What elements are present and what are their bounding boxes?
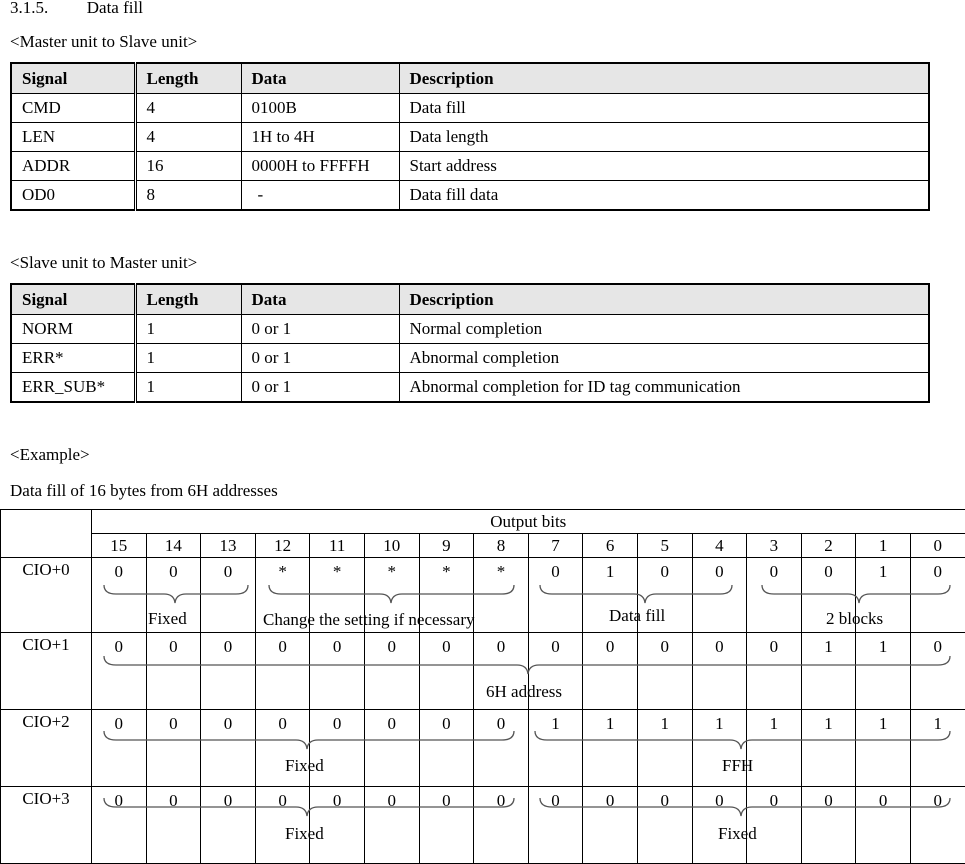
bit-number-cell: 1 <box>856 534 911 558</box>
col-data: Data <box>241 284 399 315</box>
bit-value-cell: 1 <box>910 710 965 787</box>
bit-value-cell: 1 <box>801 633 856 710</box>
grid-row <box>1 710 965 787</box>
bit-value-cell: 0 <box>856 787 911 864</box>
bit-number-cell: 4 <box>692 534 747 558</box>
bit-value-cell: 1 <box>528 710 583 787</box>
bit-value-cell: 0 <box>364 633 419 710</box>
bit-number-cell: 0 <box>910 534 965 558</box>
col-description: Description <box>399 63 929 94</box>
slave-table <box>10 283 930 403</box>
bit-value-cell: 0 <box>692 633 747 710</box>
cell-data: 0 or 1 <box>241 373 399 403</box>
cell-length: 1 <box>135 344 241 373</box>
bit-value-cell: 0 <box>146 633 201 710</box>
cell-length: 1 <box>135 373 241 403</box>
grid-row <box>1 787 965 864</box>
table-row <box>11 94 929 123</box>
caption-6h-address: 6H address <box>486 682 562 702</box>
bit-value-cell: * <box>310 558 365 633</box>
bit-value-cell: 0 <box>692 787 747 864</box>
bit-number-row <box>1 534 965 558</box>
table-row <box>11 344 929 373</box>
col-length: Length <box>135 284 241 315</box>
cell-length: 8 <box>135 181 241 211</box>
bit-number-cell: 5 <box>637 534 692 558</box>
slave-heading: <Slave unit to Master unit> <box>10 253 197 273</box>
bit-value-cell: 0 <box>146 558 201 633</box>
grid-row <box>1 633 965 710</box>
bit-value-cell: 0 <box>92 633 147 710</box>
bit-number-cell: 3 <box>747 534 802 558</box>
caption-ffh: FFH <box>722 756 753 776</box>
row-label: CIO+3 <box>1 787 92 864</box>
bit-number-cell: 7 <box>528 534 583 558</box>
bit-value-cell: 0 <box>583 633 638 710</box>
bit-value-cell: 0 <box>146 787 201 864</box>
bit-value-cell: 0 <box>747 558 802 633</box>
bit-value-cell: 0 <box>528 633 583 710</box>
bit-value-cell: * <box>419 558 474 633</box>
cell-length: 16 <box>135 152 241 181</box>
grid-row <box>1 558 965 633</box>
bit-value-cell: 0 <box>637 558 692 633</box>
bit-value-cell: 1 <box>856 558 911 633</box>
table-header-row <box>11 63 929 94</box>
bit-value-cell: 0 <box>910 787 965 864</box>
bit-value-cell: 1 <box>801 710 856 787</box>
bit-number-cell: 6 <box>583 534 638 558</box>
cell-description: Data fill <box>399 94 929 123</box>
bit-value-cell: * <box>255 558 310 633</box>
cell-length: 4 <box>135 123 241 152</box>
output-bits-header: Output bits <box>92 510 965 534</box>
bit-number-cell: 12 <box>255 534 310 558</box>
cell-data: 0100B <box>241 94 399 123</box>
table-row <box>11 181 929 211</box>
bit-value-cell: 0 <box>419 787 474 864</box>
cell-description: Abnormal completion for ID tag communication <box>399 373 929 403</box>
bit-value-cell: 0 <box>419 633 474 710</box>
table-header-row <box>11 284 929 315</box>
bit-value-cell: 1 <box>583 558 638 633</box>
bit-value-cell: 0 <box>747 787 802 864</box>
master-heading: <Master unit to Slave unit> <box>10 32 197 52</box>
bit-value-cell: 0 <box>92 710 147 787</box>
bit-value-cell: 1 <box>692 710 747 787</box>
cell-signal: LEN <box>11 123 135 152</box>
bit-value-cell: 0 <box>419 710 474 787</box>
bit-value-cell: 0 <box>528 558 583 633</box>
bit-value-cell: 0 <box>201 710 256 787</box>
cell-description: Normal completion <box>399 315 929 344</box>
cell-description: Start address <box>399 152 929 181</box>
bit-value-cell: 0 <box>637 787 692 864</box>
caption-change-setting: Change the setting if necessary <box>263 610 475 630</box>
table-row <box>11 373 929 403</box>
bit-value-cell: 0 <box>146 710 201 787</box>
bit-value-cell: 0 <box>310 787 365 864</box>
table-row <box>11 315 929 344</box>
row-label: CIO+0 <box>1 558 92 633</box>
bit-value-cell: * <box>364 558 419 633</box>
bit-value-cell: 0 <box>255 710 310 787</box>
bit-value-cell: 0 <box>910 633 965 710</box>
output-bits-grid <box>0 509 965 864</box>
col-signal: Signal <box>11 284 135 315</box>
bit-value-cell: 0 <box>364 787 419 864</box>
caption-data-fill: Data fill <box>609 606 665 626</box>
bit-number-cell: 13 <box>201 534 256 558</box>
col-description: Description <box>399 284 929 315</box>
table-row <box>11 152 929 181</box>
bit-value-cell: 0 <box>747 633 802 710</box>
bit-value-cell: 0 <box>528 787 583 864</box>
cell-data: - <box>241 181 399 211</box>
bit-value-cell: 1 <box>583 710 638 787</box>
caption-fixed: Fixed <box>148 609 187 629</box>
cell-signal: ERR_SUB* <box>11 373 135 403</box>
bit-number-cell: 15 <box>92 534 147 558</box>
caption-2-blocks: 2 blocks <box>826 609 883 629</box>
cell-signal: OD0 <box>11 181 135 211</box>
bit-number-cell: 8 <box>474 534 529 558</box>
bit-value-cell: 0 <box>364 710 419 787</box>
bit-value-cell: 1 <box>856 633 911 710</box>
col-data: Data <box>241 63 399 94</box>
bit-value-cell: 0 <box>801 558 856 633</box>
section-number: 3.1.5. <box>10 0 48 17</box>
grid-corner <box>1 510 92 558</box>
bit-number-cell: 10 <box>364 534 419 558</box>
example-caption: Data fill of 16 bytes from 6H addresses <box>10 481 278 501</box>
cell-description: Abnormal completion <box>399 344 929 373</box>
bit-value-cell: 0 <box>255 787 310 864</box>
section-title: Data fill <box>87 0 143 17</box>
bit-number-cell: 9 <box>419 534 474 558</box>
row-label: CIO+1 <box>1 633 92 710</box>
bit-value-cell: 1 <box>747 710 802 787</box>
bit-value-cell: 0 <box>637 633 692 710</box>
bit-value-cell: 1 <box>856 710 911 787</box>
bit-value-cell: 0 <box>474 633 529 710</box>
row-label: CIO+2 <box>1 710 92 787</box>
bit-value-cell: 0 <box>474 710 529 787</box>
cell-description: Data length <box>399 123 929 152</box>
master-table <box>10 62 930 211</box>
bit-value-cell: 0 <box>201 787 256 864</box>
cell-description: Data fill data <box>399 181 929 211</box>
section-heading <box>10 0 143 18</box>
table-row <box>11 123 929 152</box>
bit-value-cell: 0 <box>801 787 856 864</box>
cell-data: 0 or 1 <box>241 344 399 373</box>
caption-fixed-row3-right: Fixed <box>718 824 757 844</box>
bit-value-cell: 0 <box>910 558 965 633</box>
cell-length: 1 <box>135 315 241 344</box>
cell-length: 4 <box>135 94 241 123</box>
grid-header-row <box>1 510 965 534</box>
cell-signal: ADDR <box>11 152 135 181</box>
col-signal: Signal <box>11 63 135 94</box>
bit-value-cell: 0 <box>692 558 747 633</box>
bit-value-cell: 0 <box>92 558 147 633</box>
bit-value-cell: 0 <box>474 787 529 864</box>
bit-number-cell: 14 <box>146 534 201 558</box>
bit-value-cell: 0 <box>255 633 310 710</box>
col-length: Length <box>135 63 241 94</box>
bit-value-cell: 0 <box>310 633 365 710</box>
caption-fixed-row3-left: Fixed <box>285 824 324 844</box>
bit-number-cell: 11 <box>310 534 365 558</box>
bit-value-cell: 0 <box>310 710 365 787</box>
example-heading: <Example> <box>10 445 90 465</box>
caption-fixed-row2: Fixed <box>285 756 324 776</box>
cell-data: 0 or 1 <box>241 315 399 344</box>
cell-signal: CMD <box>11 94 135 123</box>
bit-value-cell: * <box>474 558 529 633</box>
bit-value-cell: 1 <box>637 710 692 787</box>
bit-value-cell: 0 <box>92 787 147 864</box>
cell-data: 1H to 4H <box>241 123 399 152</box>
cell-signal: NORM <box>11 315 135 344</box>
cell-data: 0000H to FFFFH <box>241 152 399 181</box>
bit-value-cell: 0 <box>583 787 638 864</box>
cell-signal: ERR* <box>11 344 135 373</box>
bit-value-cell: 0 <box>201 633 256 710</box>
bit-number-cell: 2 <box>801 534 856 558</box>
bit-value-cell: 0 <box>201 558 256 633</box>
